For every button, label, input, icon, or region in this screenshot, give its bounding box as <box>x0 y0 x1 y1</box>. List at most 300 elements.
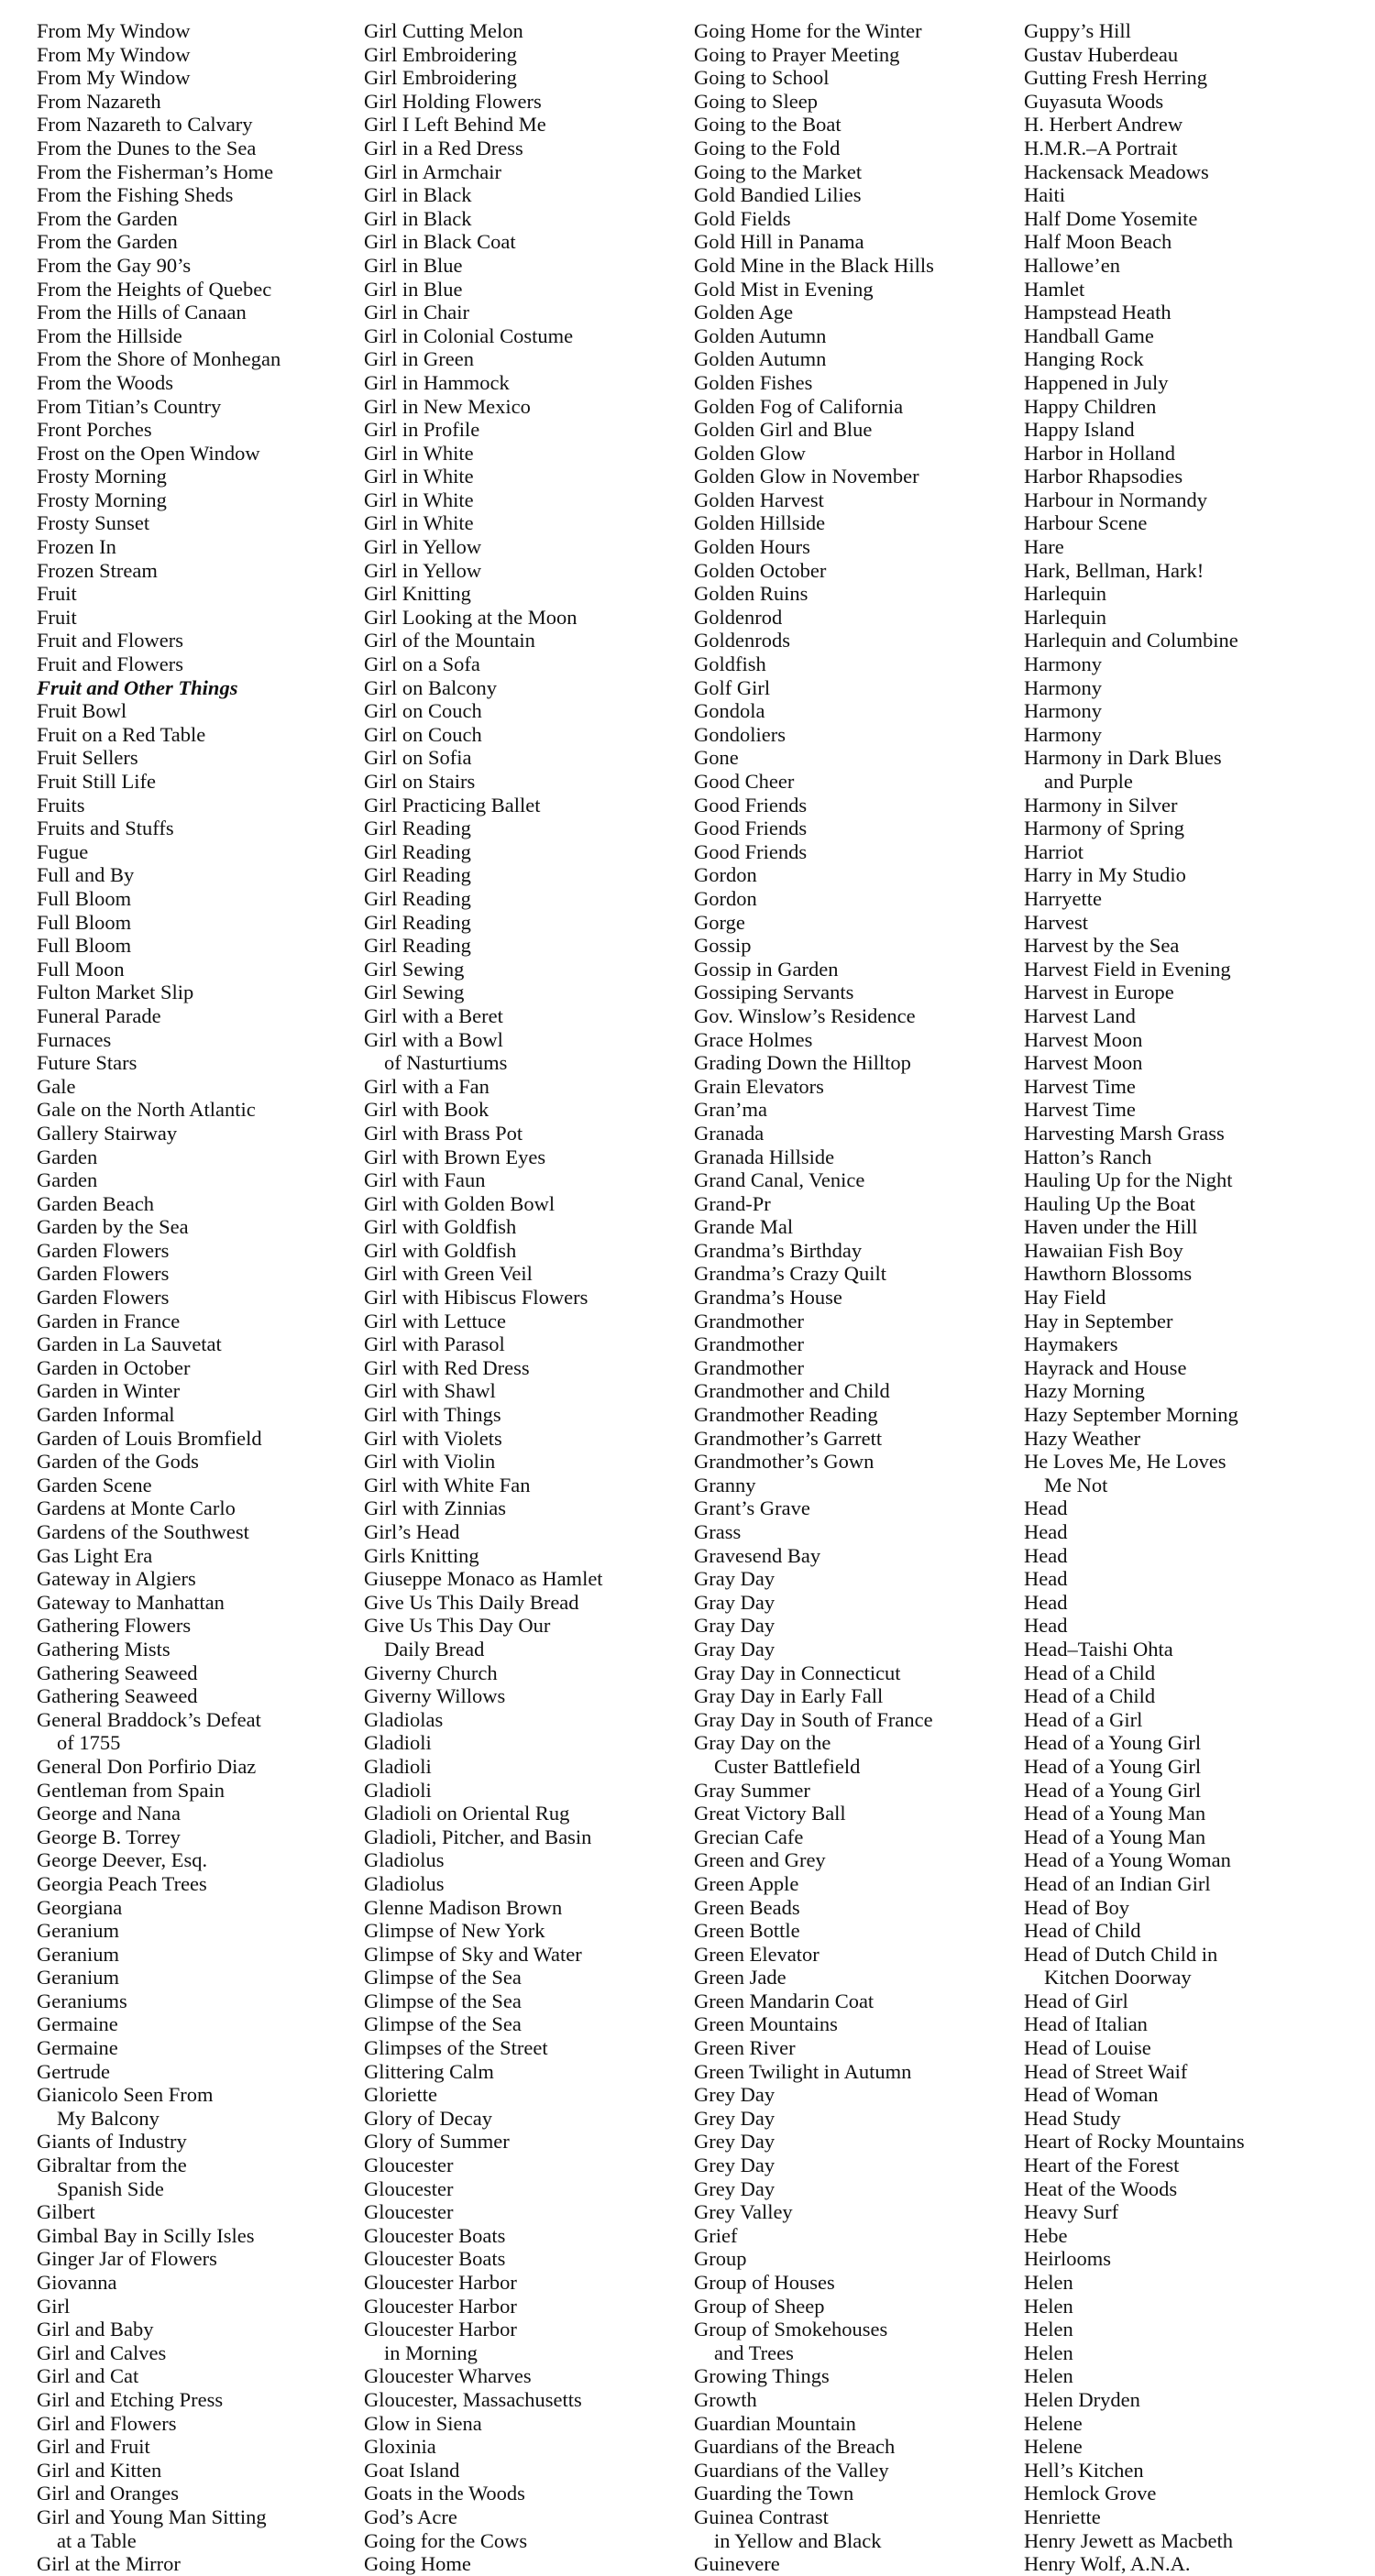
title-line: Girl with a Beret <box>364 1003 503 1027</box>
title-line: Handball Game <box>1024 323 1154 347</box>
title-entry <box>37 1848 353 1872</box>
title-line: Girl in Green <box>364 347 474 371</box>
title-line: Going for the Cows <box>364 2528 528 2552</box>
title-entry <box>694 1520 1010 1544</box>
title-line: Gloucester <box>364 2200 454 2224</box>
title-entry <box>694 1098 1010 1122</box>
title-entry <box>37 2224 353 2248</box>
title-line: Helen Dryden <box>1024 2387 1140 2411</box>
title-line: Helen <box>1024 2271 1073 2294</box>
title-line: General Braddock’s Defeat <box>37 1707 261 1731</box>
title-line: Fruit and Flowers <box>37 652 183 676</box>
title-entry <box>694 1474 1010 1497</box>
title-line: Group <box>694 2247 747 2271</box>
title-entry <box>1024 1168 1340 1192</box>
title-entry <box>364 371 680 395</box>
title-line: Grandmother <box>694 1332 804 1356</box>
title-entry <box>37 442 353 466</box>
title-line: Goats in the Woods <box>364 2482 525 2505</box>
title-line: Garden <box>37 1145 98 1168</box>
title-entry <box>1024 2529 1340 2553</box>
title-line: Helen <box>1024 2340 1073 2364</box>
title-entry <box>694 2247 1010 2271</box>
title-entry <box>364 2364 680 2388</box>
title-line: Granada <box>694 1121 764 1145</box>
title-line: Girl with Green Veil <box>364 1262 533 1286</box>
title-line: Gone <box>694 746 739 770</box>
title-line: From My Window <box>37 42 191 66</box>
title-line: Fruit <box>37 582 77 606</box>
title-line: Frozen In <box>37 535 116 559</box>
title-line: Harbor Rhapsodies <box>1024 465 1183 488</box>
title-line: Girl in Hammock <box>364 370 510 394</box>
title-line: Girl with Zinnias <box>364 1496 506 1520</box>
title-entry <box>694 887 1010 911</box>
title-line: Guardians of the Valley <box>694 2458 889 2482</box>
title-entry <box>364 911 680 935</box>
title-line: Gladioli <box>364 1731 432 1755</box>
title-line: Gray Day on the <box>694 1731 831 1755</box>
title-entry <box>37 1262 353 1286</box>
title-entry <box>1024 1591 1340 1615</box>
title-continuation: My Balcony <box>57 2106 160 2130</box>
title-entry <box>37 1192 353 1216</box>
title-line: Gentleman from Spain <box>37 1778 225 1802</box>
title-line: From My Window <box>37 66 191 90</box>
title-entry <box>1024 207 1340 231</box>
title-line: Group of Houses <box>694 2271 835 2294</box>
title-line: Grey Day <box>694 2106 776 2130</box>
title-line: Gathering Seaweed <box>37 1684 198 1708</box>
title-line: Head of Louise <box>1024 2036 1151 2060</box>
title-entry <box>1024 278 1340 301</box>
title-entry <box>364 1286 680 1310</box>
title-entry <box>1024 395 1340 419</box>
title-line: Golden October <box>694 558 827 582</box>
title-line: Grading Down the Hilltop <box>694 1051 911 1075</box>
title-line: From the Hills of Canaan <box>37 301 247 324</box>
title-entry <box>37 1286 353 1310</box>
title-entry <box>37 1145 353 1169</box>
title-entry <box>1024 840 1340 864</box>
title-continuation: Daily Bread <box>384 1637 485 1661</box>
title-entry <box>694 2505 1010 2552</box>
title-entry <box>364 2154 680 2177</box>
title-line: Gardens at Monte Carlo <box>37 1496 236 1520</box>
title-line: Girl on Sofia <box>364 746 472 770</box>
title-entry <box>694 699 1010 723</box>
title-line: Harbor in Holland <box>1024 441 1175 465</box>
title-entry <box>364 2505 680 2529</box>
title-entry <box>364 1262 680 1286</box>
title-line: Helen <box>1024 2318 1073 2341</box>
title-line: Golden Ruins <box>694 582 808 606</box>
title-entry <box>1024 1427 1340 1451</box>
title-entry <box>694 535 1010 559</box>
title-line: Head of Woman <box>1024 2083 1159 2107</box>
title-entry <box>1024 1356 1340 1380</box>
title-entry <box>364 1450 680 1474</box>
title-entry <box>364 1474 680 1497</box>
title-entry <box>694 911 1010 935</box>
title-entry <box>1024 2341 1340 2365</box>
title-line: Girl in Blue <box>364 277 463 301</box>
title-entry <box>1024 2177 1340 2201</box>
title-entry <box>37 1872 353 1896</box>
title-entry <box>37 1802 353 1825</box>
title-entry <box>37 981 353 1004</box>
title-line: Guinevere <box>694 2552 780 2576</box>
title-line: Helen <box>1024 2364 1073 2388</box>
title-entry <box>364 1731 680 1755</box>
title-line: Henry Wolf, A.N.A. <box>1024 2552 1191 2576</box>
title-entry <box>1024 2154 1340 2177</box>
title-line: Fruits <box>37 793 85 817</box>
title-entry <box>1024 1708 1340 1732</box>
title-line: Grey Day <box>694 2083 776 2107</box>
title-line: Hazy Morning <box>1024 1379 1145 1403</box>
title-line: Girl with a Fan <box>364 1074 490 1098</box>
title-entry <box>37 1919 353 1943</box>
title-entry <box>694 2036 1010 2060</box>
title-line: Gloucester, Massachusetts <box>364 2387 582 2411</box>
title-line: Girl Embroidering <box>364 66 517 90</box>
title-entry <box>37 1896 353 1920</box>
title-entry <box>37 2459 353 2483</box>
title-line: Geranium <box>37 1942 119 1966</box>
title-entry <box>694 1075 1010 1099</box>
title-line: Girl on a Sofa <box>364 652 480 676</box>
title-line: Guppy’s Hill <box>1024 19 1131 42</box>
title-entry <box>364 1872 680 1896</box>
title-entry <box>364 652 680 676</box>
title-line: Half Dome Yosemite <box>1024 206 1198 230</box>
title-line: Girl in New Mexico <box>364 394 531 418</box>
title-entry <box>1024 1332 1340 1356</box>
title-entry <box>364 1004 680 1028</box>
title-line: George and Nana <box>37 1802 182 1825</box>
title-entry <box>37 794 353 817</box>
title-line: Group of Sheep <box>694 2294 825 2318</box>
title-entry <box>364 2107 680 2131</box>
title-entry <box>364 1848 680 1872</box>
title-line: Gossip <box>694 934 752 958</box>
title-entry <box>694 606 1010 630</box>
title-entry <box>364 395 680 419</box>
title-entry <box>364 2224 680 2248</box>
title-line: Germaine <box>37 2012 118 2036</box>
title-entry <box>694 2177 1010 2201</box>
title-line: Grand Canal, Venice <box>694 1168 865 1192</box>
title-entry <box>1024 2083 1340 2107</box>
title-entry <box>694 1779 1010 1803</box>
title-entry <box>1024 1496 1340 1520</box>
title-entry <box>694 2364 1010 2388</box>
title-line: Glimpses of the Street <box>364 2036 548 2060</box>
title-line: Gran’ma <box>694 1098 767 1122</box>
title-entry <box>37 488 353 512</box>
title-entry <box>37 465 353 488</box>
title-line: Garden Flowers <box>37 1286 170 1310</box>
title-line: Gray Day <box>694 1567 776 1591</box>
title-entry <box>37 1075 353 1099</box>
title-entry <box>37 183 353 207</box>
title-entry <box>364 90 680 114</box>
title-entry <box>364 1239 680 1263</box>
title-entry <box>1024 511 1340 535</box>
title-line: Grecian Cafe <box>694 1825 804 1848</box>
title-entry <box>694 1708 1010 1732</box>
title-entry <box>364 254 680 278</box>
title-entry <box>694 2295 1010 2318</box>
title-entry <box>364 746 680 770</box>
title-line: From the Woods <box>37 370 174 394</box>
title-entry <box>694 160 1010 184</box>
title-line: Gilbert <box>37 2200 95 2224</box>
title-entry <box>37 1638 353 1661</box>
title-entry <box>37 66 353 90</box>
title-entry <box>694 66 1010 90</box>
title-line: Harlequin and Columbine <box>1024 629 1238 652</box>
title-entry <box>37 2247 353 2271</box>
title-entry <box>694 2271 1010 2295</box>
title-entry <box>694 511 1010 535</box>
title-entry <box>694 746 1010 770</box>
title-line: Girl Knitting <box>364 582 471 606</box>
title-line: From the Fisherman’s Home <box>37 159 274 183</box>
title-entry <box>37 1614 353 1638</box>
title-entry <box>364 699 680 723</box>
title-line: From Titian’s Country <box>37 394 222 418</box>
title-entry <box>1024 1286 1340 1310</box>
title-entry <box>37 746 353 770</box>
title-line: H.M.R.–A Portrait <box>1024 136 1178 159</box>
title-entry <box>364 160 680 184</box>
title-line: Gold Hill in Panama <box>694 230 864 254</box>
title-line: George B. Torrey <box>37 1825 181 1848</box>
title-entry <box>694 981 1010 1004</box>
title-line: Gloxinia <box>364 2435 436 2459</box>
title-entry <box>37 418 353 442</box>
title-line: Gladioli <box>364 1754 432 1778</box>
title-line: Georgiana <box>37 1895 123 1919</box>
title-line: Harryette <box>1024 886 1102 910</box>
title-entry <box>694 1919 1010 1943</box>
title-entry <box>364 1990 680 2013</box>
title-line: Garden Beach <box>37 1191 155 1215</box>
title-entry <box>1024 1919 1340 1943</box>
title-entry <box>1024 183 1340 207</box>
title-entry <box>694 254 1010 278</box>
title-line: Growth <box>694 2387 757 2411</box>
title-entry <box>364 1802 680 1825</box>
title-line: Glory of Summer <box>364 2130 510 2154</box>
title-entry <box>1024 863 1340 887</box>
title-entry <box>364 770 680 794</box>
title-entry <box>1024 2412 1340 2436</box>
title-line: Gravesend Bay <box>694 1543 821 1567</box>
title-entry <box>37 1168 353 1192</box>
title-entry <box>364 840 680 864</box>
title-continuation: in Morning <box>384 2340 478 2364</box>
title-line: From the Hillside <box>37 323 182 347</box>
title-line: Girl and Oranges <box>37 2482 179 2505</box>
title-line: Going to the Boat <box>694 113 842 137</box>
title-entry <box>694 113 1010 137</box>
title-line: Hell’s Kitchen <box>1024 2458 1144 2482</box>
title-entry <box>37 2060 353 2084</box>
title-entry <box>694 465 1010 488</box>
title-entry <box>364 1896 680 1920</box>
title-line: Golden Fishes <box>694 370 813 394</box>
title-entry <box>1024 90 1340 114</box>
title-line: Grief <box>694 2223 738 2247</box>
title-line: Hallowe’en <box>1024 253 1120 277</box>
title-line: Frosty Morning <box>37 465 167 488</box>
title-entry <box>37 2341 353 2365</box>
title-entry <box>1024 1215 1340 1239</box>
title-line: Head of a Girl <box>1024 1707 1143 1731</box>
title-entry <box>694 2224 1010 2248</box>
title-entry <box>1024 1145 1340 1169</box>
title-line: Gloucester Boats <box>364 2247 506 2271</box>
title-entry <box>1024 2318 1340 2341</box>
title-line: Glimpse of the Sea <box>364 2012 522 2036</box>
title-line: Garden of the Gods <box>37 1450 199 1474</box>
title-entry <box>364 1145 680 1169</box>
title-entry <box>1024 794 1340 817</box>
title-line: Gustav Huberdeau <box>1024 42 1179 66</box>
title-line: Gov. Winslow’s Residence <box>694 1003 916 1027</box>
title-line: Girl Embroidering <box>364 42 517 66</box>
title-line: Garden of Louis Bromfield <box>37 1426 262 1450</box>
title-entry <box>364 1919 680 1943</box>
title-line: Half Moon Beach <box>1024 230 1172 254</box>
title-entry <box>37 2130 353 2154</box>
title-entry <box>694 817 1010 840</box>
title-entry <box>364 2083 680 2107</box>
title-entry <box>1024 1239 1340 1263</box>
title-line: Going to the Fold <box>694 136 841 159</box>
title-line: Gathering Mists <box>37 1637 170 1661</box>
title-column-4 <box>1024 19 1340 2576</box>
title-entry <box>1024 2364 1340 2388</box>
title-entry <box>1024 2505 1340 2529</box>
title-line: Girl with Golden Bowl <box>364 1191 556 1215</box>
title-entry <box>37 90 353 114</box>
title-line: Girl Looking at the Moon <box>364 605 578 629</box>
title-line: Gossiping Servants <box>694 981 854 1004</box>
title-entry <box>1024 1075 1340 1099</box>
title-line: Girl with Book <box>364 1098 490 1122</box>
title-line: Gladioli, Pitcher, and Basin <box>364 1825 592 1848</box>
title-line: Gloucester <box>364 2176 454 2200</box>
title-entry <box>694 1591 1010 1615</box>
title-line: Head of Boy <box>1024 1895 1129 1919</box>
title-entry <box>37 2388 353 2412</box>
title-line: Girl and Cat <box>37 2364 139 2388</box>
title-entry <box>1024 887 1340 911</box>
title-entry <box>37 1567 353 1591</box>
title-continuation: of Nasturtiums <box>384 1051 508 1075</box>
title-entry <box>1024 442 1340 466</box>
title-line: Grace Holmes <box>694 1027 813 1051</box>
title-entry <box>37 606 353 630</box>
title-entry <box>37 2318 353 2341</box>
title-line: Girl Reading <box>364 910 471 934</box>
title-continuation: and Trees <box>714 2340 794 2364</box>
title-line: Garden <box>37 1168 98 1192</box>
title-entry <box>364 934 680 958</box>
title-line: Gold Mine in the Black Hills <box>694 253 934 277</box>
title-continuation: Custer Battlefield <box>714 1754 861 1778</box>
title-line: Fruit and Flowers <box>37 629 183 652</box>
title-line: Head Study <box>1024 2106 1121 2130</box>
title-entry <box>694 278 1010 301</box>
title-line: Heart of the Forest <box>1024 2154 1180 2177</box>
title-line: Gloucester Boats <box>364 2223 506 2247</box>
title-entry <box>1024 2247 1340 2271</box>
title-line: Golden Glow in November <box>694 465 919 488</box>
title-entry <box>1024 1825 1340 1849</box>
title-entry <box>1024 1802 1340 1825</box>
title-entry <box>1024 2482 1340 2505</box>
title-entry <box>364 1122 680 1145</box>
title-line: Gray Day in Connecticut <box>694 1661 901 1684</box>
title-line: Hamlet <box>1024 277 1085 301</box>
title-entry <box>694 347 1010 371</box>
title-line: Garden Flowers <box>37 1238 170 1262</box>
title-line: Harvesting Marsh Grass <box>1024 1121 1225 1145</box>
title-entry <box>694 1192 1010 1216</box>
title-line: Grey Valley <box>694 2200 793 2224</box>
title-entry <box>1024 1755 1340 1779</box>
title-line: Hay in September <box>1024 1309 1173 1332</box>
title-line: Girl and Calves <box>37 2340 167 2364</box>
title-line: Frozen Stream <box>37 558 158 582</box>
title-entry <box>694 582 1010 606</box>
title-entry <box>37 1310 353 1333</box>
title-entry <box>694 1239 1010 1263</box>
title-line: Heart of Rocky Mountains <box>1024 2130 1245 2154</box>
title-entry <box>37 1520 353 1544</box>
title-line: Girl Reading <box>364 934 471 958</box>
title-continuation: Me Not <box>1044 1473 1108 1496</box>
title-line: Harvest Land <box>1024 1003 1136 1027</box>
title-line: Great Victory Ball <box>694 1802 846 1825</box>
title-line: H. Herbert Andrew <box>1024 113 1183 137</box>
title-line: Head of a Young Man <box>1024 1802 1206 1825</box>
title-entry <box>364 2412 680 2436</box>
title-line: Harmony in Dark Blues <box>1024 746 1222 770</box>
title-entry <box>1024 2036 1340 2060</box>
title-entry <box>37 1379 353 1403</box>
title-entry <box>1024 324 1340 348</box>
title-line: Girl with Goldfish <box>364 1215 517 1239</box>
title-entry <box>364 1192 680 1216</box>
title-entry <box>694 1450 1010 1474</box>
title-line: Girl with Things <box>364 1403 501 1427</box>
title-line: Girl and Etching Press <box>37 2387 224 2411</box>
title-entry <box>364 629 680 652</box>
title-line: Happy Island <box>1024 418 1135 442</box>
title-entry <box>37 863 353 887</box>
title-line: Gladiolas <box>364 1707 444 1731</box>
title-line: Gondoliers <box>694 722 786 746</box>
title-line: Harry in My Studio <box>1024 863 1186 887</box>
title-entry <box>364 1614 680 1661</box>
title-entry <box>694 958 1010 981</box>
